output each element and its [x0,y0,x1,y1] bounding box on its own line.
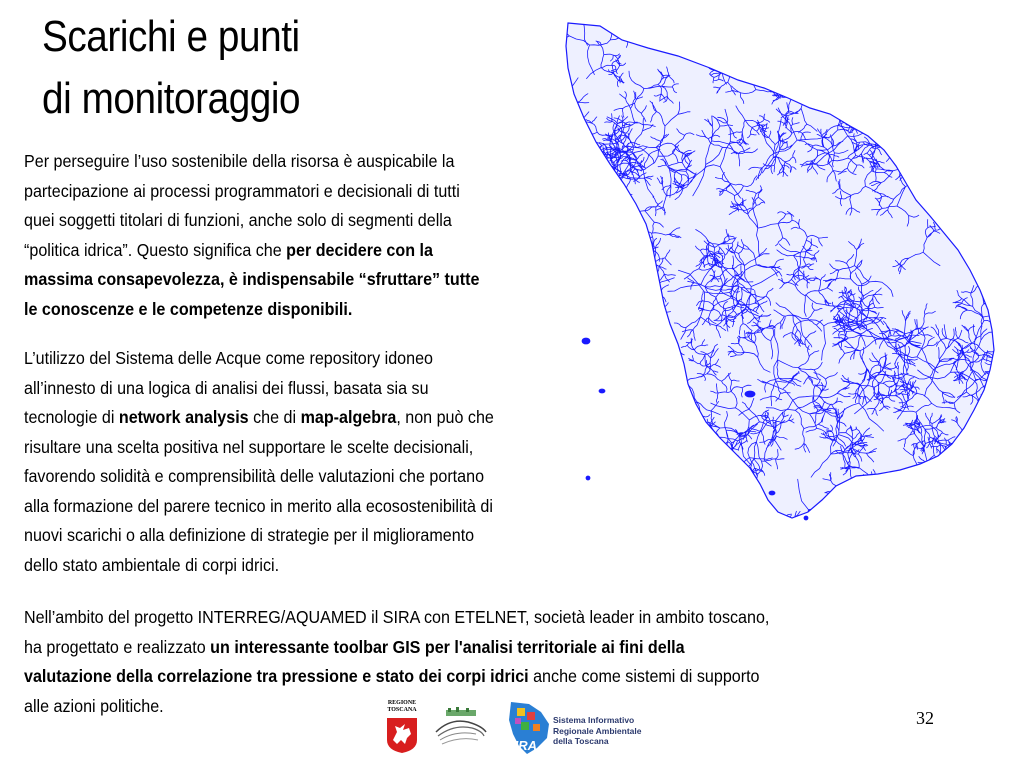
title-line-2: di monitoraggio [42,74,301,123]
slide-title [42,6,412,130]
p3-line-1: Nell’ambito del progetto INTERREG/AQUAMED il SIRA con ETELNET, società leader in ambito toscano, [24,607,770,627]
p2-line-1: L’utilizzo del Sistema delle Acque come repository idoneo [24,348,433,368]
island-3 [745,391,755,397]
p2-line-3-c: che di [248,407,301,427]
p3-line-3-bold: valutazione della correlazione tra pressione e stato dei corpi idrici [24,666,529,686]
paragraph-water-system [24,344,650,580]
p2-network-analysis: network analysis [118,407,249,427]
p3-line-4: alle azioni politiche. [24,695,164,716]
p3-line-2-bold: un interessante toolbar GIS per l'analisi territoriale ai fini della [210,636,685,657]
island-4 [769,491,775,495]
p1-line-4 [24,236,622,266]
regione-toscana-logo [381,700,423,756]
p2-line-7: nuovi scarichi o alla definizione di strategie per il miglioramento [24,525,475,545]
paragraph-participation [24,147,622,324]
sira-line-3: della Toscana [553,736,609,746]
sira-map-icon [503,698,553,756]
title-line-1: Scarichi e punti [42,12,300,61]
p3-line-2-text: ha progettato e realizzato [24,636,211,657]
p2-line-3-a: tecnologie di [24,407,119,427]
p1-line-1: Per perseguire l’uso sostenibile della risorsa è auspicabile la [24,151,455,171]
p2-line-3 [24,403,650,433]
aquamed-logo [432,706,490,750]
regione-label: REGIONE [387,700,417,706]
p1-line-4-text: “politica idrica”. Questo significa che [24,239,287,260]
p2-line-2: all’innesto di una logica di analisi dei flussi, basata sia su [24,377,429,398]
p1-line-6-bold: le conoscenze e le competenze disponibili. [24,298,353,319]
sira-description [553,715,641,747]
p1-line-5 [24,265,622,295]
p2-line-3-e: , non può che [396,407,494,427]
sira-logo [503,698,653,756]
p2-map-algebra: map-algebra [300,407,397,427]
toscana-label: TOSCANA [387,707,417,713]
p3-line-2 [24,633,999,663]
p1-line-4-bold: per decidere con la [286,239,433,260]
p1-line-3: quei soggetti titolari di funzioni, anche solo di segmenti della [24,210,452,230]
p3-line-3-text: anche come sistemi di supporto [528,666,760,686]
pegasus-icon [381,714,423,754]
page-number: 32 [916,708,934,728]
sira-line-2: Regionale Ambientale [553,725,642,736]
p2-line-6: alla formazione del parere tecnico in merito alla ecosostenibilità di [24,495,493,516]
sira-acronym: SIRA [506,738,538,753]
p1-line-6 [24,295,622,325]
p1-line-2: partecipazione ai processi programmatori e decisionali di tutti [24,180,460,201]
p2-line-8: dello stato ambientale di corpi idrici. [24,554,280,575]
p2-line-4: risultare una scelta positiva nel supportare le scelte decisionali, [24,436,474,457]
island-5 [804,516,808,520]
p2-line-5: favorendo solidità e comprensibilità delle valutazioni che portano [24,466,485,486]
p3-line-3 [24,662,999,692]
p1-line-5-bold: massima consapevolezza, è indispensabile “sfruttare” tutte [24,269,480,289]
sira-line-1: Sistema Informativo [553,715,635,725]
